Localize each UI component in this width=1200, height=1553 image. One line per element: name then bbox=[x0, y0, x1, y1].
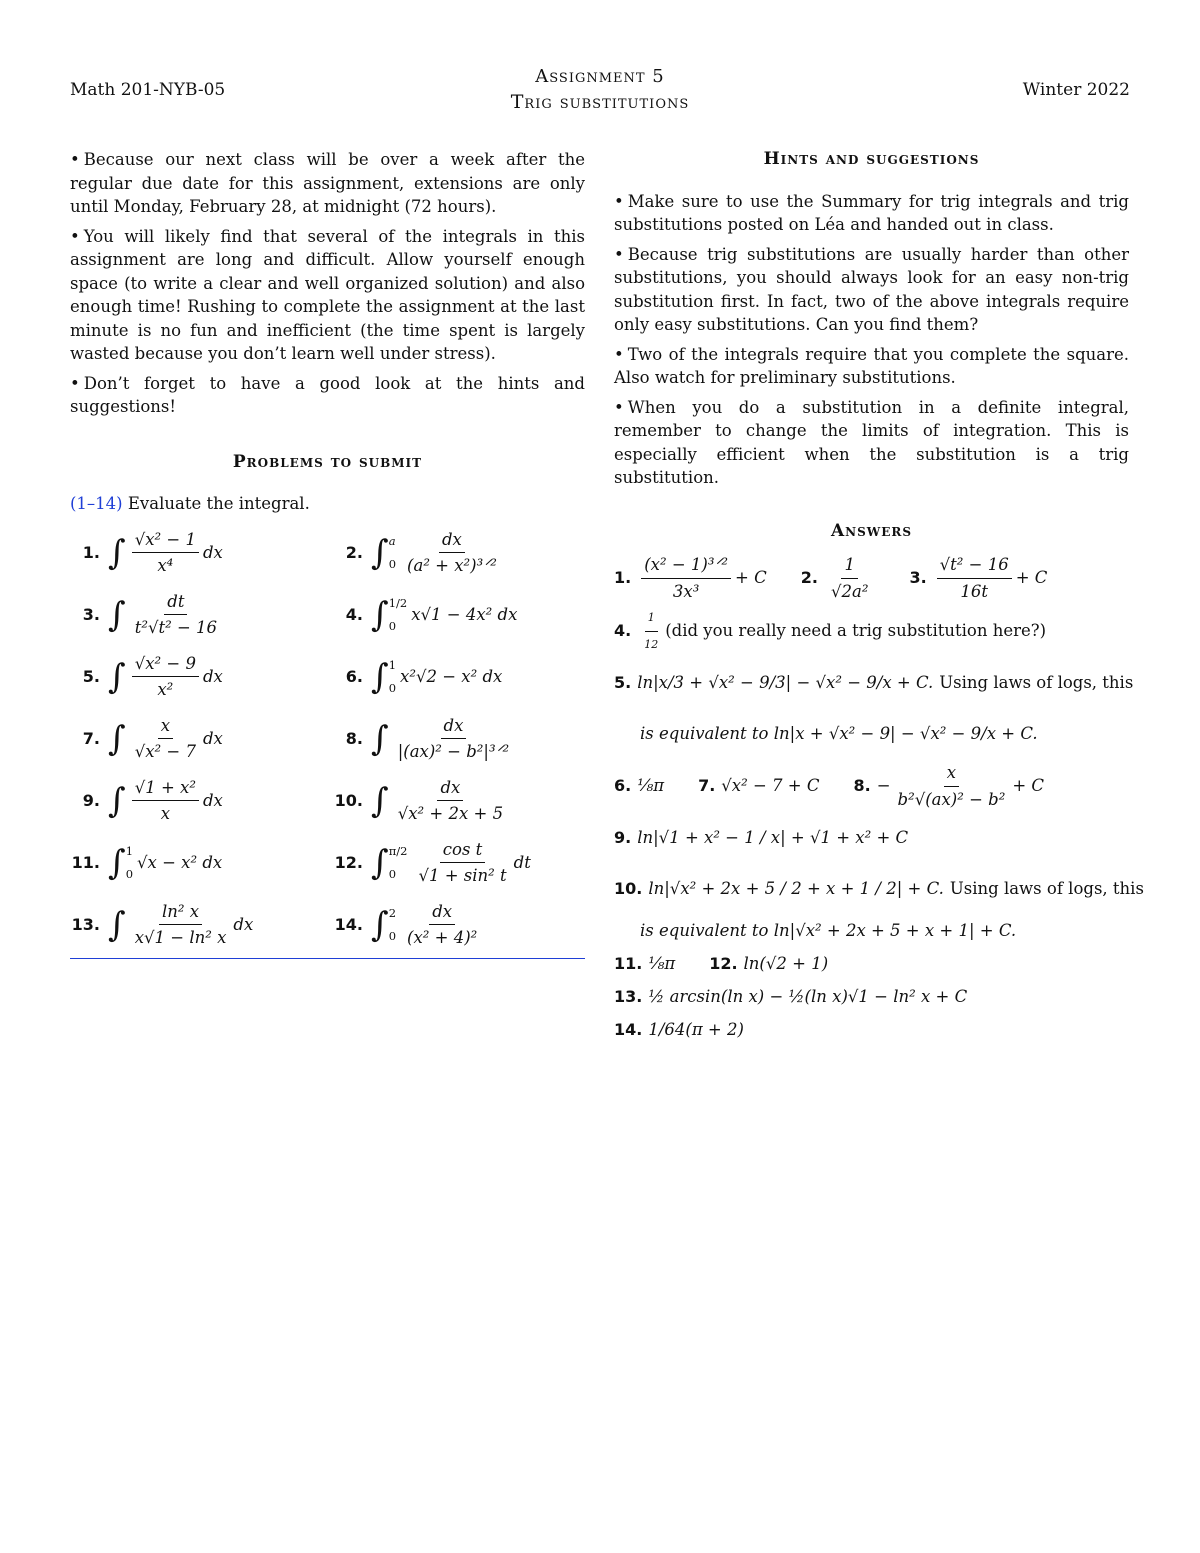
problem-item: 3. ∫ $\frac{dt}{\text{t²√t² − 16}}$ bbox=[82, 591, 218, 637]
integral-sign-icon: ∫ bbox=[371, 594, 389, 635]
note-1: • Because our next class will be over a week after the regular due date for this assignment, extensions are only until Monday, February 28, at midnight (72 hours). bbox=[70, 150, 585, 216]
answer-9: 9. ln|√1 + x² − 1 / x| + √1 + x² + C bbox=[614, 828, 909, 848]
problem-item: 4. ∫ 1/2 0 x√1 − 4x² dx bbox=[345, 594, 518, 635]
bullet-icon: • bbox=[614, 244, 624, 264]
problems-heading: Problems to submit bbox=[232, 451, 423, 472]
answer-14: 14. 1/64(π + 2) bbox=[614, 1020, 744, 1040]
answer-4: 4. $\frac{1}{12}$ (did you really need a trig substitution here?) bbox=[614, 606, 1129, 656]
note-2: • You will likely find that several of the integrals in this assignment are long and difficult. Allow yourself enough space (to write a clear and well organized solution) and also enough time! Rushing to complete the assignment at the last minute is no fun and inefficient (the time spent is largely wasted because you don’t learn well under stress). bbox=[70, 226, 585, 363]
problem-item: 14. ∫ 2 0 $\frac{dx}{\text{(x² + 4)²}}$ bbox=[334, 901, 478, 947]
problem-item: 6. ∫ 1 0 x²√2 − x² dx bbox=[345, 656, 503, 697]
title-block bbox=[300, 66, 900, 113]
integral-sign-icon: ∫ bbox=[371, 532, 389, 573]
hints-heading: Hints and suggestions bbox=[763, 149, 980, 169]
answer-row-11-12: 11. ⅛π 12. ln(√2 + 1) bbox=[614, 954, 829, 974]
answer-5: 5. ln|x/3 + √x² − 9/3| − √x² − 9/x + C. Using laws of logs, this bbox=[614, 673, 1134, 693]
integral-sign-icon: ∫ bbox=[108, 780, 126, 821]
answers-heading: Answers bbox=[830, 520, 913, 541]
bullet-icon: • bbox=[614, 397, 624, 417]
answer-row-1-3: 1. $\frac{\text{(x² − 1)³ᐟ²}}{\text{3x³}}$ + C 2. $\frac{1}{\text{√2a²}}$ 3. $\frac{\text{√t² − 16}}{16t}$ + C bbox=[614, 555, 1048, 601]
integral-sign-icon: ∫ bbox=[371, 904, 389, 945]
hint-4: • When you do a substitution in a definite integral, remember to change the limits of integration. This is especially efficient when the substitution is a trig substitution. bbox=[614, 397, 1129, 487]
problem-item: 9. ∫ $\frac{\text{√1 + x²}}{x}$ dx bbox=[82, 777, 223, 823]
assignment-topic: Trig substitutions bbox=[510, 91, 690, 113]
integral-sign-icon: ∫ bbox=[371, 718, 389, 759]
integral-sign-icon: ∫ bbox=[371, 656, 389, 697]
integral-sign-icon: ∫ bbox=[108, 904, 126, 945]
answer-10: 10. ln|√x² + 2x + 5 / 2 + x + 1 / 2| + C. Using laws of logs, this bbox=[614, 879, 1144, 899]
problem-item: 13. ∫ $\frac{\text{ln² x}}{\text{x√1 − ln² x}}$ dx bbox=[71, 901, 254, 947]
right-column bbox=[614, 148, 1144, 1048]
bullet-icon: • bbox=[614, 344, 624, 364]
answer-row-6-8: 6. ⅛π 7. √x² − 7 + C 8. − $\frac{x}{\text{b²√(ax)² − b²}}$ + C bbox=[614, 763, 1045, 809]
problem-item: 2. ∫ a 0 $\frac{dx}{\text{(a² + x²)³ᐟ²}}$ bbox=[345, 529, 497, 575]
integral-sign-icon: ∫ bbox=[371, 780, 389, 821]
answer-5-equivalent: is equivalent to ln|x + √x² − 9| − √x² − 9/x + C. bbox=[640, 724, 1038, 744]
problems-intro: (1–14) Evaluate the integral. bbox=[70, 494, 310, 513]
problem-item: 1. ∫ $\frac{\text{√x² − 1}}{\text{x⁴}}$ dx bbox=[82, 529, 223, 575]
assignment-title: Assignment 5 bbox=[535, 66, 665, 87]
bullet-icon: • bbox=[70, 373, 80, 393]
hint-2: • Because trig substitutions are usually harder than other substitutions, you should always look for an easy non-trig substitution first. In fact, two of the above integrals require only easy substitutions. Can you find them? bbox=[614, 244, 1129, 334]
answer-10-equivalent: is equivalent to ln|√x² + 2x + 5 + x + 1| + C. bbox=[640, 921, 1017, 941]
course-code: Math 201-NYB-05 bbox=[70, 80, 226, 100]
problem-list bbox=[70, 526, 585, 952]
problem-item: 7. ∫ $\frac{x}{\text{√x² − 7}}$ dx bbox=[82, 715, 223, 761]
bullet-icon: • bbox=[614, 191, 624, 211]
problem-range-link[interactable]: (1–14) bbox=[70, 494, 123, 513]
integral-sign-icon: ∫ bbox=[108, 718, 126, 759]
problem-item: 5. ∫ $\frac{\text{√x² − 9}}{\text{x²}}$ dx bbox=[82, 653, 223, 699]
integral-sign-icon: ∫ bbox=[108, 532, 126, 573]
problem-item: 12. ∫ π/2 0 $\frac{\text{cos t}}{\text{√1 + sin² t}}$ dt bbox=[334, 839, 531, 885]
bullet-icon: • bbox=[70, 150, 80, 169]
note-3: • Don’t forget to have a good look at the hints and suggestions! bbox=[70, 373, 585, 416]
problem-item: 10. ∫ $\frac{dx}{\text{√x² + 2x + 5}}$ bbox=[334, 777, 504, 823]
integral-sign-icon: ∫ bbox=[108, 842, 126, 883]
integral-sign-icon: ∫ bbox=[371, 842, 389, 883]
left-column bbox=[70, 148, 585, 952]
section-divider bbox=[70, 958, 585, 959]
answer-13: 13. ½ arcsin(ln x) − ½(ln x)√1 − ln² x + C bbox=[614, 987, 968, 1007]
integral-sign-icon: ∫ bbox=[108, 656, 126, 697]
hint-3: • Two of the integrals require that you complete the square. Also watch for preliminary substitutions. bbox=[614, 344, 1129, 387]
bullet-icon: • bbox=[70, 226, 80, 246]
problem-item: 11. ∫ 1 0 √x − x² dx bbox=[71, 842, 223, 883]
integral-sign-icon: ∫ bbox=[108, 594, 126, 635]
term: Winter 2022 bbox=[1022, 80, 1130, 100]
hint-1: • Make sure to use the Summary for trig integrals and trig substitutions posted on Léa and handed out in class. bbox=[614, 191, 1129, 234]
problem-item: 8. ∫ $\frac{dx}{\text{|(ax)² − b²|³ᐟ²}}$ bbox=[345, 715, 510, 761]
